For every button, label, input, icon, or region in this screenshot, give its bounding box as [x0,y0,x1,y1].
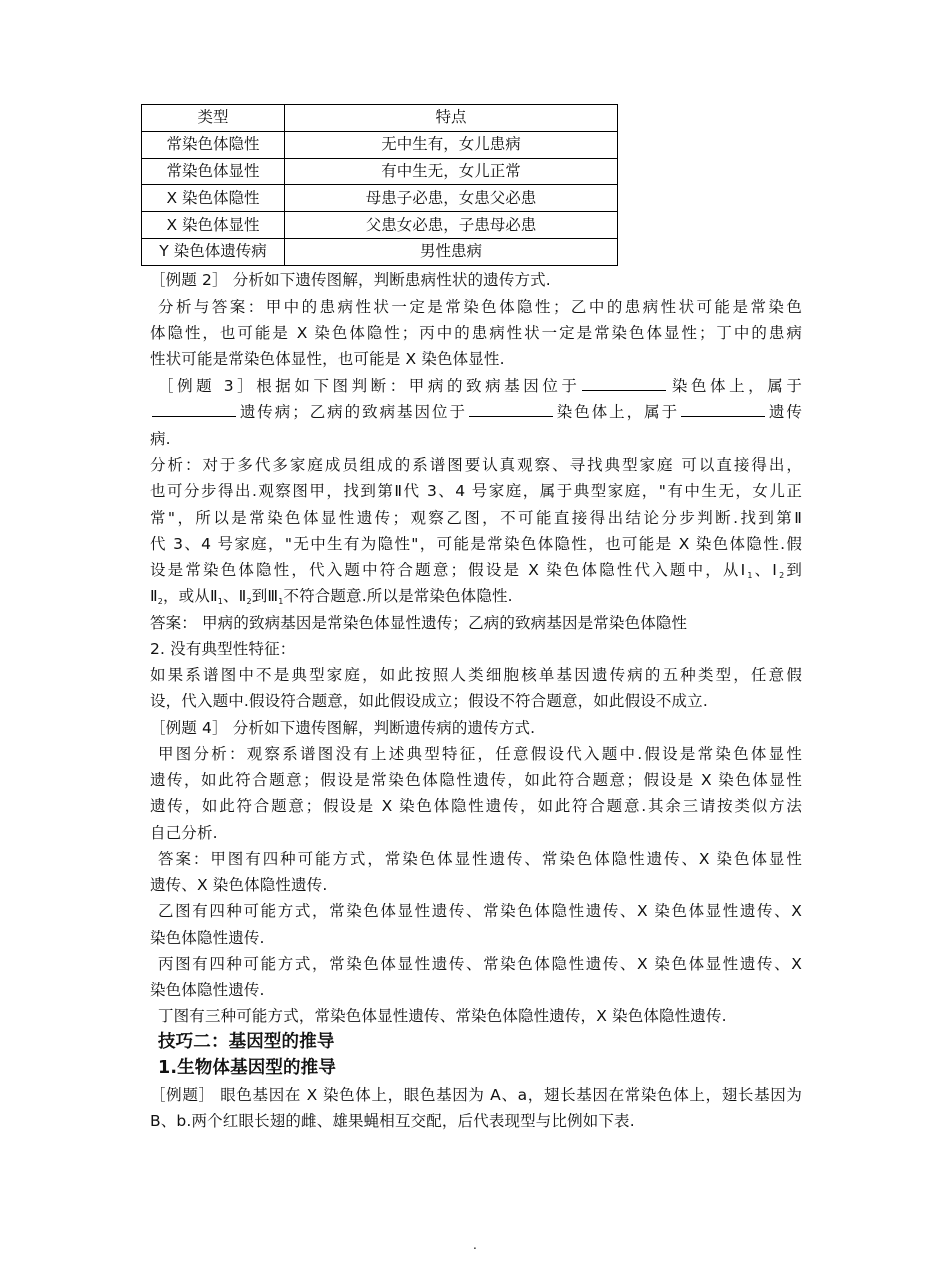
type-cell: X 染色体显性 [142,212,285,239]
paragraph-line: 设，代入题中.假设符合题意，如此假设成立；假设不符合题意，如此假设不成立. [150,692,708,710]
type-cell: Y 染色体遗传病 [142,238,285,265]
paragraph-line: 如果系谱图中不是典型家庭，如此按照人类细胞核单基因遗传病的五种类型，任意假 [150,666,802,684]
subscript: 1 [217,597,224,606]
paragraph-line [150,583,802,609]
table-row [142,158,618,185]
type-cell: 常染色体隐性 [142,131,285,158]
feature-cell: 男性患病 [285,238,618,265]
table-header-row [142,105,618,132]
feature-cell: 有中生无，女儿正常 [285,158,618,185]
paragraph-line [150,557,802,583]
paragraph-line: 体隐性，也可能是 X 染色体隐性；丙中的患病性状一定是常染色体显性；丁中的患病 [150,324,802,342]
text-span: 染色体上，属于 [668,377,802,395]
subscript: 1 [278,597,284,606]
paragraph-line: 遗传、X 染色体隐性遗传. [150,876,328,894]
type-cell: X 染色体隐性 [142,185,285,212]
example-2-prompt: ［例题 2］ 分析如下遗传图解，判断患病性状的遗传方式. [150,271,551,289]
paragraph-line: 性状可能是常染色体显性，也可能是 X 染色体显性. [150,350,505,368]
text-span: 遗传病；乙病的致病基因位于 [238,403,467,421]
answer-blank [582,374,666,391]
subscript: 1 [747,571,753,580]
paragraph-line: 自己分析. [150,824,218,842]
paragraph-line: 也可分步得出.观察图甲，找到第Ⅱ代 3、4 号家庭，属于典型家庭，"有中生无，女儿正 [150,482,802,500]
paragraph-line: 病. [150,430,171,448]
example-3-line [150,399,802,425]
text-span: 、Ⅱ [223,587,247,605]
section-heading: 2. 没有典型性特征： [150,640,296,658]
text-span: ，或从Ⅱ [163,587,218,605]
answer-blank [681,400,765,417]
answer-line: 答案： 甲病的致病基因是常染色体显性遗传；乙病的致病基因是常染色体隐性 [150,614,688,632]
paragraph-line: 分析：对于多代多家庭成员组成的系谱图要认真观察、寻找典型家庭 可以直接得出， [150,456,802,474]
inheritance-type-table [141,104,618,266]
page-footer-mark: . [473,1238,477,1252]
answer-blank [152,400,236,417]
header-feature: 特点 [285,105,618,132]
paragraph-line: 常"，所以是常染色体显性遗传；观察乙图，不可能直接得出结论分步判断.找到第Ⅱ [150,509,802,527]
paragraph-line: 分析与答案：甲中的患病性状一定是常染色体隐性；乙中的患病性状可能是常染色 [158,298,802,316]
feature-cell: 母患子必患，女患父必患 [285,185,618,212]
text-span: ［例题 3］根据如下图判断：甲病的致病基因位于 [158,377,581,395]
text-span: 遗传 [767,403,802,421]
text-span: 不符合题意.所以是常染色体隐性. [283,587,513,605]
paragraph-line: 染色体隐性遗传. [150,929,265,947]
table-row [142,212,618,239]
text-span: 到Ⅲ [251,587,279,605]
feature-cell: 父患女必患，子患母必患 [285,212,618,239]
paragraph-line: 染色体隐性遗传. [150,981,265,999]
text-span: 到 [784,561,802,579]
header-type: 类型 [142,105,285,132]
paragraph-line: 乙图有四种可能方式，常染色体显性遗传、常染色体隐性遗传、X 染色体显性遗传、X [158,902,802,920]
subsection-title: 1.生物体基因型的推导 [158,1058,336,1078]
subscript: 2 [779,571,785,580]
paragraph-line: 遗传，如此符合题意；假设是常染色体隐性遗传，如此符合题意；假设是 X 染色体显性 [150,771,802,789]
paragraph-line: 丙图有四种可能方式，常染色体显性遗传、常染色体隐性遗传、X 染色体显性遗传、X [158,955,802,973]
paragraph-line: 遗传，如此符合题意；假设是 X 染色体隐性遗传，如此符合题意.其余三请按类似方法 [150,797,802,815]
answer-blank [469,400,553,417]
example-4-prompt: ［例题 4］ 分析如下遗传图解，判断遗传病的遗传方式. [150,719,536,737]
paragraph-line: 甲图分析：观察系谱图没有上述典型特征，任意假设代入题中.假设是常染色体显性 [158,745,802,763]
text-span: 染色体上，属于 [554,403,680,421]
subscript: 2 [246,597,252,606]
subscript: 2 [157,597,164,606]
text-span: 、Ⅰ [752,561,780,579]
table-row [142,131,618,158]
paragraph-line: 答案：甲图有四种可能方式，常染色体显性遗传、常染色体隐性遗传、X 染色体显性 [158,850,802,868]
paragraph-line: 代 3、4 号家庭，"无中生有为隐性"，可能是常染色体隐性，也可能是 X 染色体隐性.假 [150,535,802,553]
paragraph-line: 丁图有三种可能方式，常染色体显性遗传、常染色体隐性遗传，X 染色体隐性遗传. [158,1007,727,1025]
text-span: Ⅱ [150,587,158,605]
table-row [142,185,618,212]
example-3-line [150,373,802,399]
text-span: 设是常染色体隐性，代入题中符合题意；假设是 X 染色体隐性代入题中，从Ⅰ [150,561,748,579]
table-row [142,238,618,265]
paragraph-line: ［例题］ 眼色基因在 X 染色体上，眼色基因为 A、a，翅长基因在常染色体上，翅长基因为 [150,1086,802,1104]
paragraph-line: B、b.两个红眼长翅的雌、雄果蝇相互交配，后代表现型与比例如下表. [150,1112,635,1130]
feature-cell: 无中生有，女儿患病 [285,131,618,158]
type-cell: 常染色体显性 [142,158,285,185]
section-title: 技巧二：基因型的推导 [158,1032,335,1052]
